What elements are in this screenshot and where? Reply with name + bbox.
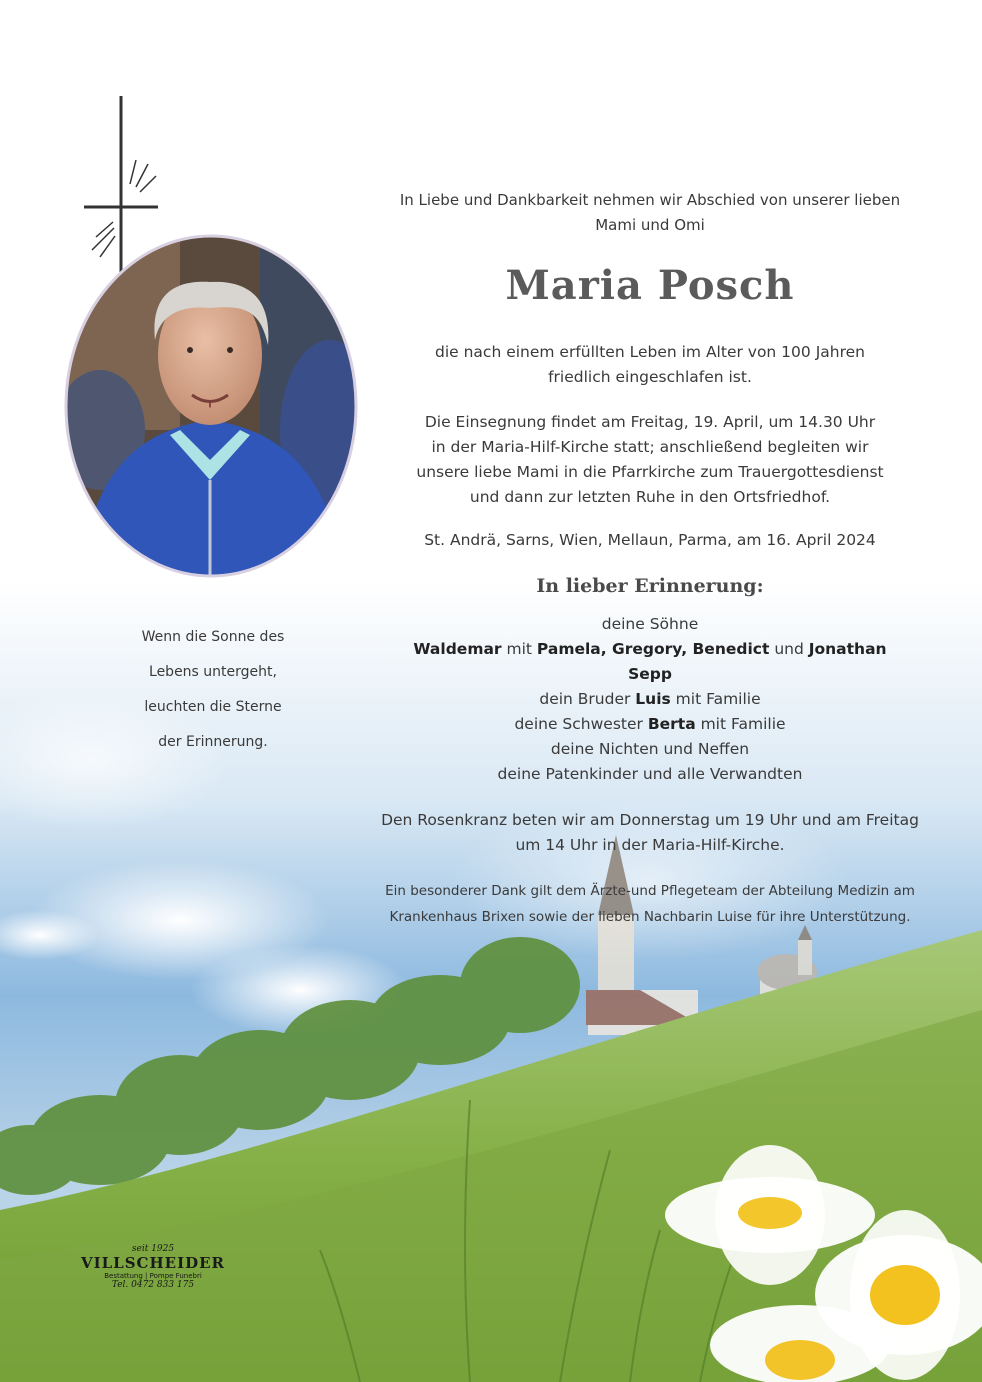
sons-intro: deine Söhne	[601, 615, 699, 633]
sister-prefix: deine Schwester	[514, 715, 648, 733]
sister-name: Berta	[647, 715, 696, 733]
logo-since: seit 1925	[131, 1244, 175, 1254]
surname-line	[370, 662, 930, 687]
intro-line: Mami und Omi	[595, 216, 705, 234]
brother-line	[370, 687, 930, 712]
place-date: St. Andrä, Sarns, Wien, Mellaun, Parma, am 16. April 2024	[424, 531, 876, 549]
brother-prefix: dein Bruder	[539, 690, 636, 708]
connector: und	[769, 640, 809, 658]
rosary-line: Den Rosenkranz beten wir am Donnerstag um 19 Uhr und am Freitag	[381, 811, 919, 829]
intro-text	[380, 188, 920, 238]
memorial-quote	[118, 620, 308, 760]
quote-line: Wenn die Sonne des	[141, 629, 285, 645]
sister-line	[370, 712, 930, 737]
ceremony-line: und dann zur letzten Ruhe in den Ortsfriedhof.	[469, 488, 831, 506]
surname: Sepp	[628, 665, 672, 683]
portrait-photo	[60, 230, 362, 582]
quote-line: leuchten die Sterne	[144, 699, 282, 715]
brother-name: Luis	[635, 690, 671, 708]
grandchildren-names: Pamela, Gregory, Benedict	[536, 640, 770, 658]
son-name: Waldemar	[413, 640, 502, 658]
age-line: die nach einem erfüllten Leben im Alter von 100 Jahren	[435, 343, 865, 361]
thanks-text	[360, 878, 940, 930]
sons-line	[370, 637, 930, 662]
ceremony-line: Die Einsegnung findet am Freitag, 19. April, um 14.30 Uhr	[424, 413, 876, 431]
deceased-name: Maria Posch	[505, 262, 795, 309]
memory-heading: In lieber Erinnerung:	[536, 575, 764, 597]
logo-subtitle: Bestattung | Pompe Funebri	[104, 1272, 202, 1280]
mourners-list	[370, 612, 930, 787]
godchildren-line: deine Patenkinder und alle Verwandten	[497, 765, 803, 783]
logo-brand: VILLSCHEIDER	[80, 1254, 226, 1272]
ceremony-line: in der Maria-Hilf-Kirche statt; anschließend begleiten wir	[431, 438, 869, 456]
thanks-line: Krankenhaus Brixen sowie der lieben Nachbarin Luise für ihre Unterstützung.	[389, 909, 911, 925]
son-name: Jonathan	[808, 640, 887, 658]
brother-suffix: mit Familie	[670, 690, 761, 708]
ceremony-line: unsere liebe Mami in die Pfarrkirche zum Trauergottesdienst	[416, 463, 884, 481]
quote-line: Lebens untergeht,	[149, 664, 277, 680]
intro-line: In Liebe und Dankbarkeit nehmen wir Abschied von unserer lieben	[399, 191, 901, 209]
rosary-line: um 14 Uhr in der Maria-Hilf-Kirche.	[515, 836, 785, 854]
age-line: friedlich eingeschlafen ist.	[548, 368, 752, 386]
quote-line: der Erinnerung.	[158, 734, 268, 750]
nieces-line: deine Nichten und Neffen	[550, 740, 750, 758]
sister-suffix: mit Familie	[695, 715, 786, 733]
ceremony-text	[370, 410, 930, 510]
logo-phone: Tel. 0472 833 175	[111, 1280, 195, 1290]
thanks-line: Ein besonderer Dank gilt dem Ärzte-und Pflegeteam der Abteilung Medizin am	[385, 883, 915, 899]
age-text	[370, 340, 930, 390]
rosary-text	[370, 808, 930, 858]
funeral-home-logo	[78, 1244, 228, 1290]
connector: mit	[501, 640, 537, 658]
